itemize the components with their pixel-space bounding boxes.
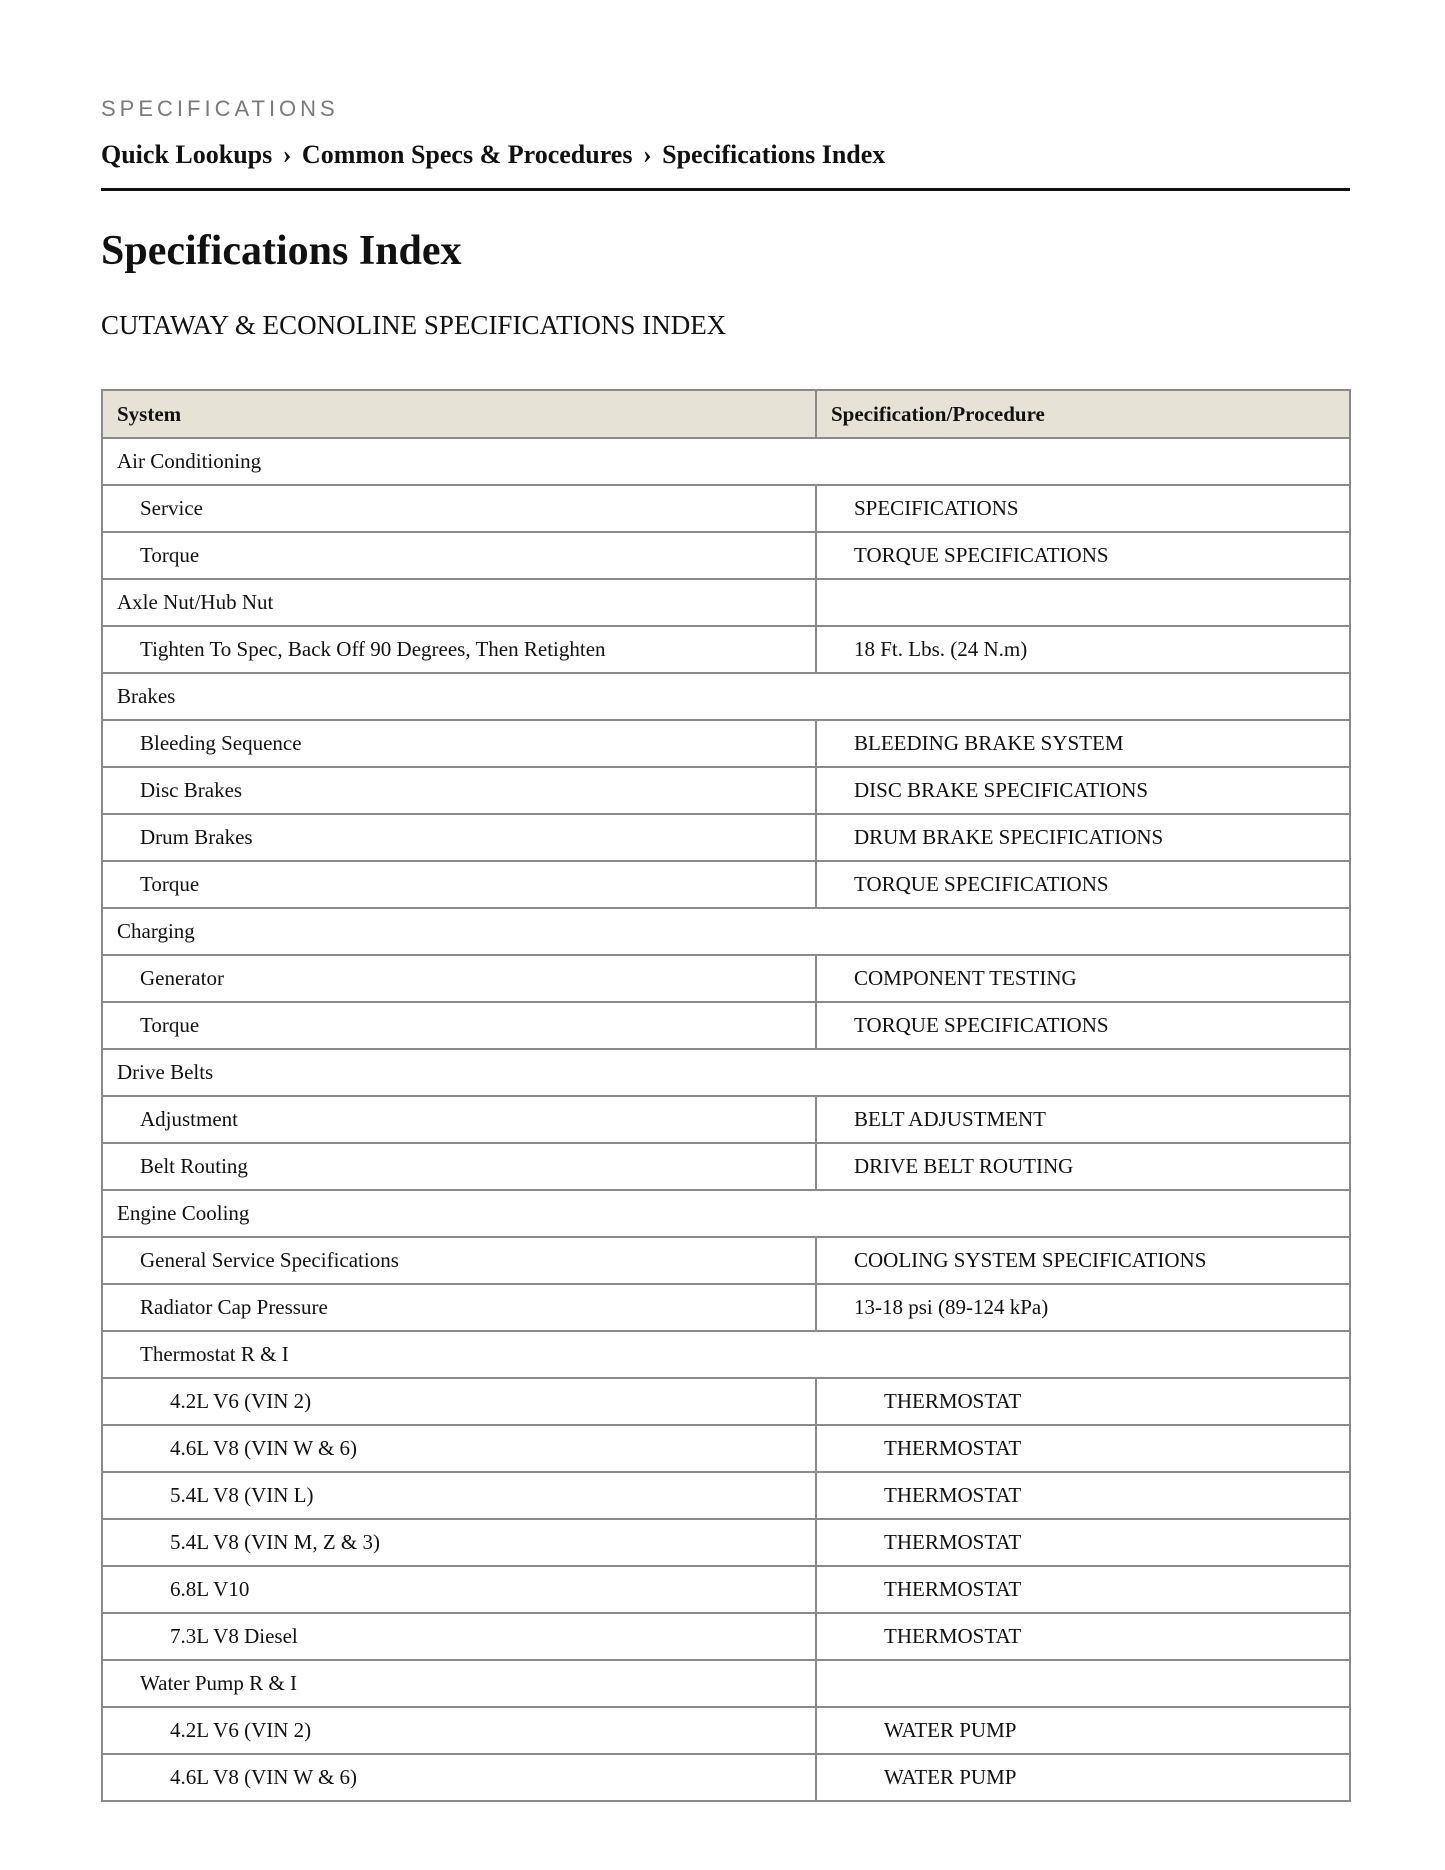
specification-cell[interactable]: TORQUE SPECIFICATIONS <box>816 861 1350 908</box>
table-row <box>102 626 1350 673</box>
system-group-cell: Air Conditioning <box>102 438 1350 485</box>
table-group-row <box>102 1190 1350 1237</box>
table-row <box>102 1472 1350 1519</box>
breadcrumb-item-quick-lookups[interactable]: Quick Lookups <box>101 140 273 169</box>
system-cell: Disc Brakes <box>102 767 816 814</box>
specification-cell[interactable]: 18 Ft. Lbs. (24 N.m) <box>816 626 1350 673</box>
table-row <box>102 1566 1350 1613</box>
system-cell: Tighten To Spec, Back Off 90 Degrees, Then Retighten <box>102 626 816 673</box>
page-title: Specifications Index <box>101 228 462 274</box>
table-row <box>102 1237 1350 1284</box>
specification-cell[interactable]: COMPONENT TESTING <box>816 955 1350 1002</box>
table-row <box>102 1613 1350 1660</box>
table-row <box>102 1754 1350 1801</box>
breadcrumb-item-current: Specifications Index <box>662 140 886 169</box>
system-cell: Belt Routing <box>102 1143 816 1190</box>
specification-cell[interactable]: WATER PUMP <box>816 1707 1350 1754</box>
table-row <box>102 814 1350 861</box>
table-row <box>102 767 1350 814</box>
system-cell: Service <box>102 485 816 532</box>
system-cell: 4.6L V8 (VIN W & 6) <box>102 1754 816 1801</box>
specification-cell[interactable]: WATER PUMP <box>816 1754 1350 1801</box>
specification-cell[interactable]: TORQUE SPECIFICATIONS <box>816 1002 1350 1049</box>
table-row <box>102 720 1350 767</box>
system-cell: Adjustment <box>102 1096 816 1143</box>
system-cell: 4.2L V6 (VIN 2) <box>102 1378 816 1425</box>
system-cell: 4.2L V6 (VIN 2) <box>102 1707 816 1754</box>
breadcrumb-separator: › <box>282 140 292 169</box>
system-cell: 5.4L V8 (VIN M, Z & 3) <box>102 1519 816 1566</box>
column-header-system: System <box>102 390 816 438</box>
empty-spec-cell <box>816 1660 1350 1707</box>
page-subtitle: CUTAWAY & ECONOLINE SPECIFICATIONS INDEX <box>101 310 727 340</box>
specifications-table <box>101 389 1351 1802</box>
table-group-row <box>102 438 1350 485</box>
specification-cell[interactable]: SPECIFICATIONS <box>816 485 1350 532</box>
specification-cell[interactable]: THERMOSTAT <box>816 1566 1350 1613</box>
specification-cell[interactable]: DRIVE BELT ROUTING <box>816 1143 1350 1190</box>
column-header-specification: Specification/Procedure <box>816 390 1350 438</box>
system-cell: Drum Brakes <box>102 814 816 861</box>
system-group-cell: Thermostat R & I <box>102 1331 1350 1378</box>
table-row <box>102 1378 1350 1425</box>
system-cell: 6.8L V10 <box>102 1566 816 1613</box>
system-cell: Generator <box>102 955 816 1002</box>
breadcrumb-item-common-specs[interactable]: Common Specs & Procedures <box>301 140 633 169</box>
system-cell: Torque <box>102 532 816 579</box>
table-row <box>102 1425 1350 1472</box>
table-group-row <box>102 1660 1350 1707</box>
system-group-cell: Charging <box>102 908 1350 955</box>
empty-spec-cell <box>816 579 1350 626</box>
specification-cell[interactable]: TORQUE SPECIFICATIONS <box>816 532 1350 579</box>
system-cell: General Service Specifications <box>102 1237 816 1284</box>
table-body <box>102 438 1350 1801</box>
table-row <box>102 1707 1350 1754</box>
table-row <box>102 1002 1350 1049</box>
specification-cell[interactable]: THERMOSTAT <box>816 1613 1350 1660</box>
table-row <box>102 1143 1350 1190</box>
table-row <box>102 1519 1350 1566</box>
specification-cell[interactable]: THERMOSTAT <box>816 1378 1350 1425</box>
breadcrumb-separator: › <box>642 140 652 169</box>
header-divider <box>101 188 1350 191</box>
system-cell: Torque <box>102 1002 816 1049</box>
system-cell: 7.3L V8 Diesel <box>102 1613 816 1660</box>
table-group-row <box>102 908 1350 955</box>
table-row <box>102 532 1350 579</box>
specification-cell[interactable]: THERMOSTAT <box>816 1519 1350 1566</box>
specification-cell[interactable]: BELT ADJUSTMENT <box>816 1096 1350 1143</box>
system-cell: Bleeding Sequence <box>102 720 816 767</box>
system-cell: Radiator Cap Pressure <box>102 1284 816 1331</box>
table-group-row <box>102 673 1350 720</box>
system-cell: Axle Nut/Hub Nut <box>102 579 816 626</box>
table-header-row <box>102 390 1350 438</box>
section-kicker: SPECIFICATIONS <box>101 96 339 121</box>
table-group-row <box>102 1049 1350 1096</box>
table-group-row <box>102 1331 1350 1378</box>
breadcrumb <box>101 139 885 171</box>
system-group-cell: Brakes <box>102 673 1350 720</box>
table-row <box>102 1096 1350 1143</box>
specification-cell[interactable]: THERMOSTAT <box>816 1472 1350 1519</box>
table-row <box>102 861 1350 908</box>
system-group-cell: Drive Belts <box>102 1049 1350 1096</box>
table-row <box>102 485 1350 532</box>
system-cell: 5.4L V8 (VIN L) <box>102 1472 816 1519</box>
system-cell: 4.6L V8 (VIN W & 6) <box>102 1425 816 1472</box>
specification-cell[interactable]: BLEEDING BRAKE SYSTEM <box>816 720 1350 767</box>
specification-cell[interactable]: DRUM BRAKE SPECIFICATIONS <box>816 814 1350 861</box>
specification-cell[interactable]: COOLING SYSTEM SPECIFICATIONS <box>816 1237 1350 1284</box>
table-group-row <box>102 579 1350 626</box>
system-cell: Water Pump R & I <box>102 1660 816 1707</box>
system-cell: Torque <box>102 861 816 908</box>
system-group-cell: Engine Cooling <box>102 1190 1350 1237</box>
specification-cell[interactable]: THERMOSTAT <box>816 1425 1350 1472</box>
specification-cell[interactable]: DISC BRAKE SPECIFICATIONS <box>816 767 1350 814</box>
table-row <box>102 1284 1350 1331</box>
specification-cell[interactable]: 13-18 psi (89-124 kPa) <box>816 1284 1350 1331</box>
table-row <box>102 955 1350 1002</box>
